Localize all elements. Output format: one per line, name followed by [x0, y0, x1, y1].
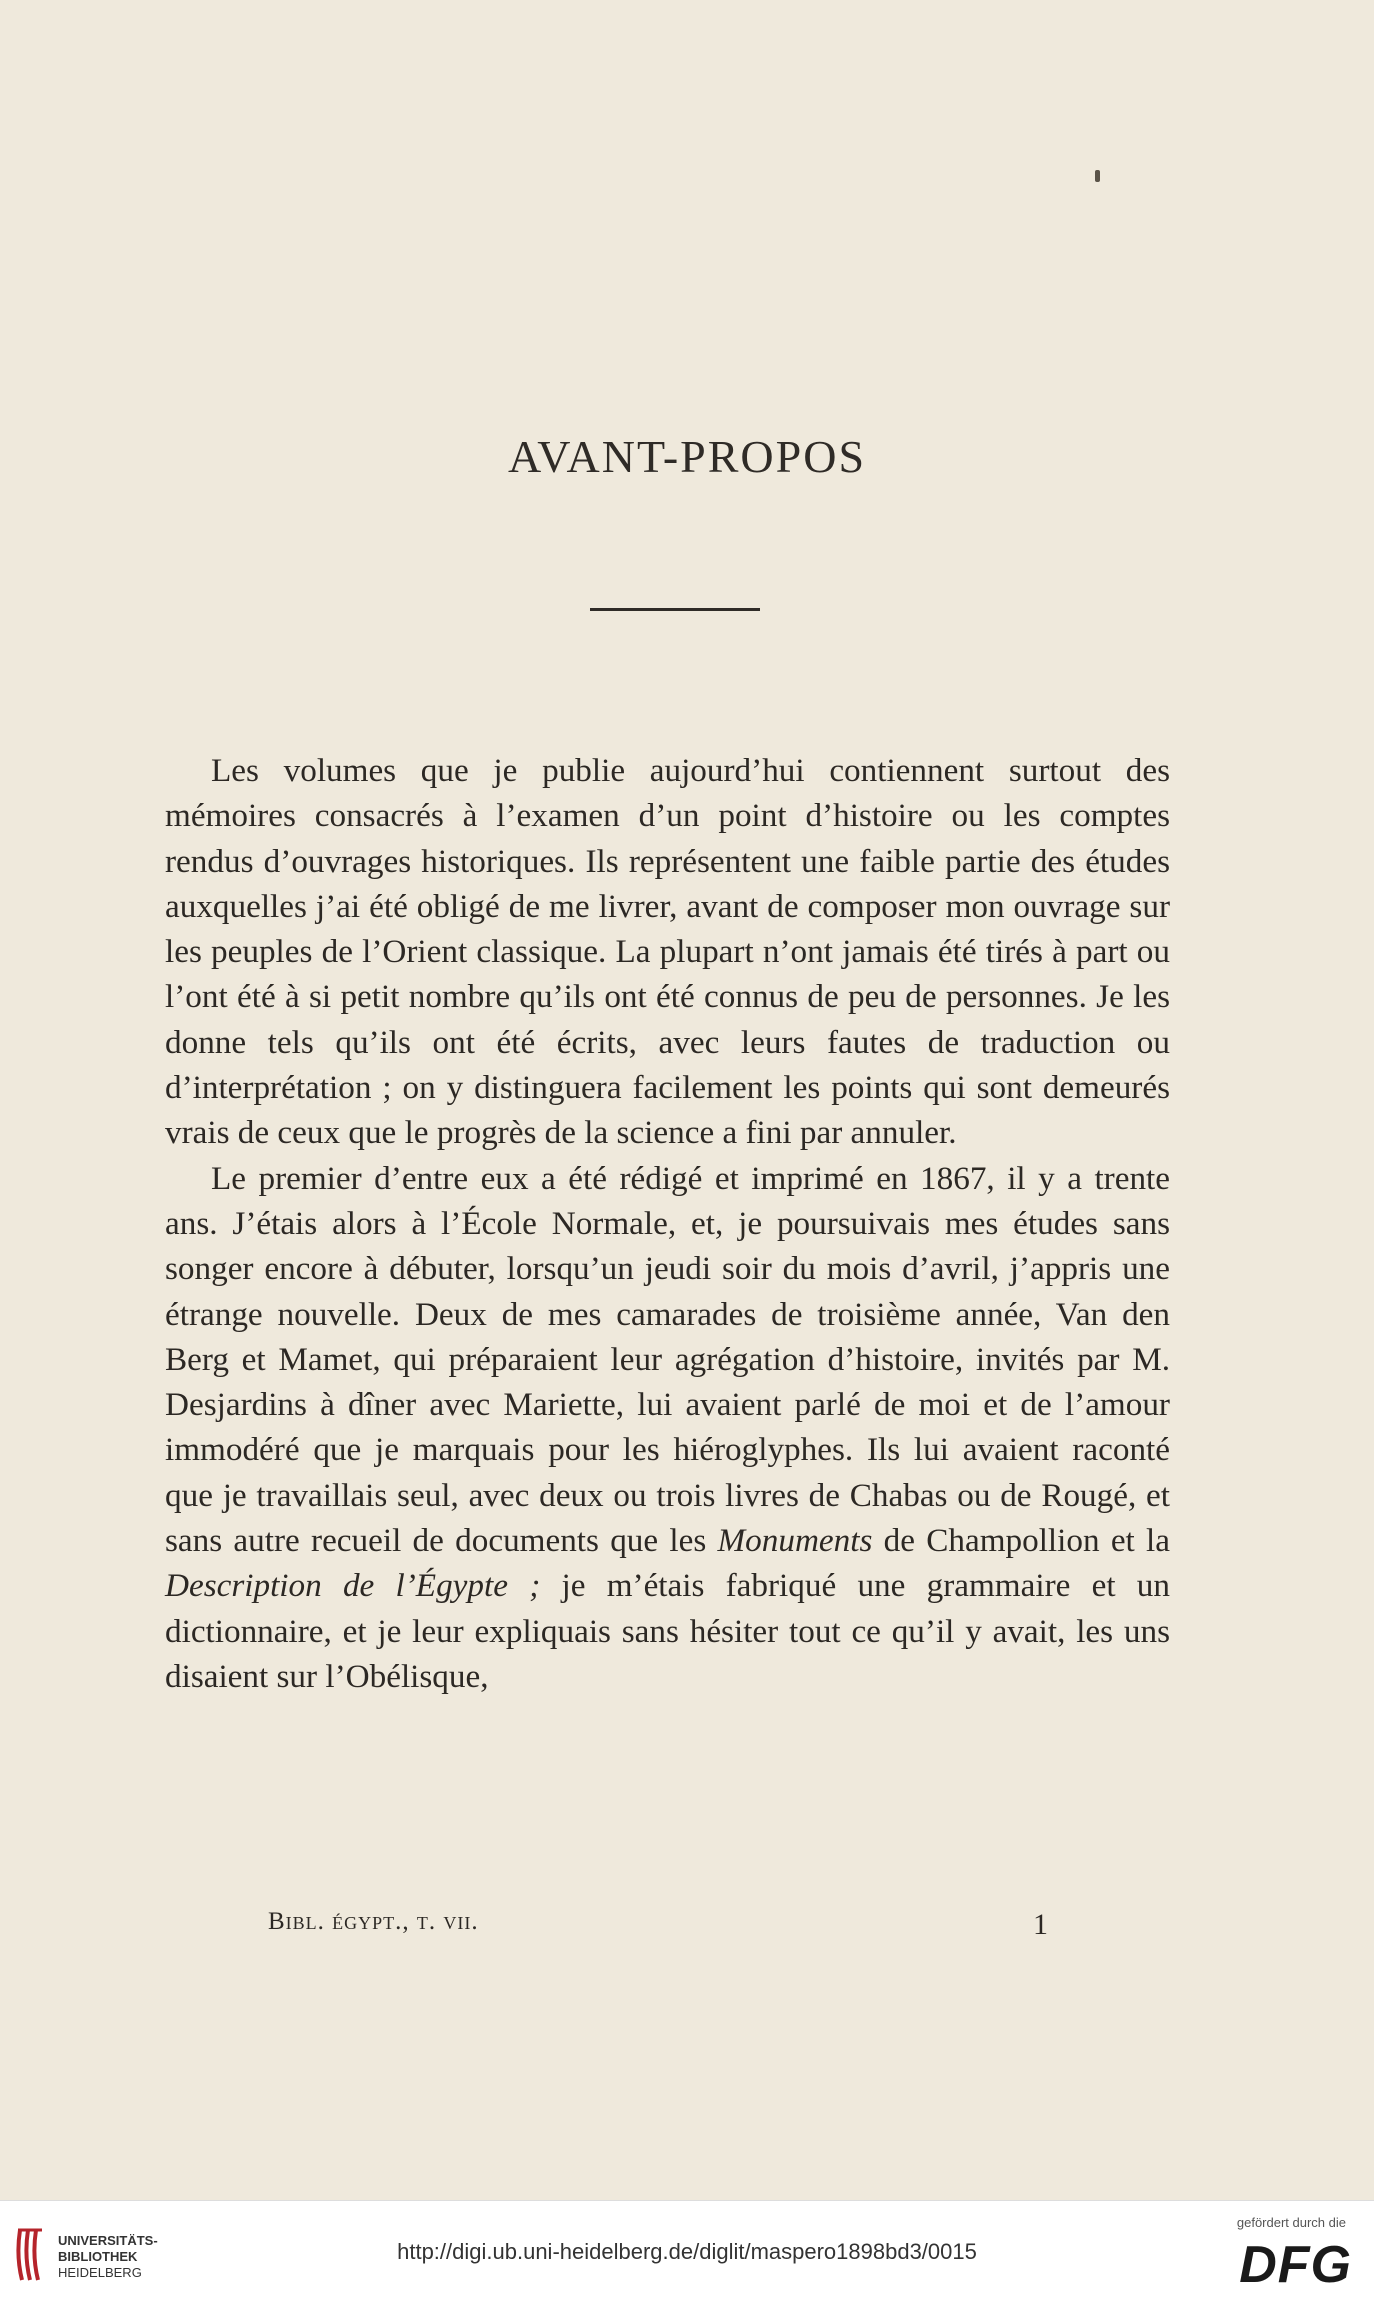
- library-line-1: UNIVERSITÄTS-: [58, 2233, 158, 2248]
- text-run: Le premier d’entre eux a été rédigé et imprimé en 1867, il y a trente ans. J’étais alors à l’École Normale, et, je poursuivais mes études sans songer encore à débuter, lorsqu’un jeudi soir du mois d’avril, j’appris une étrange nouvelle. Deux de mes camarades de troisième année, Van den Berg et Mamet, qui préparaient leur agrégation d’histoire, invités par M. Desjardins à dîner avec Mariette, lui avaient parlé de moi et de l’amour immodéré que je marquais pour les hiéroglyphes. Ils lui avaient raconté que je travaillais seul, avec deux ou trois livres de Chabas ou de Rougé, et sans autre recueil de documents que les: [165, 1159, 1170, 1560]
- text-run: Les volumes que je publie aujourd’hui contiennent surtout des mémoires consacrés à l’examen d’un point d’histoire ou les comptes rendus d’ouvrages historiques. Ils représentent une faible partie des études auxquelles j’ai été obligé de me livrer, avant de composer mon ouvrage sur les peuples de l’Orient classique. La plupart n’ont jamais été tirés à part ou l’ont été à si petit nombre qu’ils ont été connus de peu de personnes. Je les donne tels qu’ils ont été écrits, avec leurs fautes de traduction ou d’interprétation ; on y distinguera facilement les points qui sont demeurés vrais de ceux que le progrès de la science a fini par annuler.: [165, 752, 1170, 1152]
- text-run: je m’étais fabriqué une grammaire et un dictionnaire, et je leur expliquais sans hésiter tout ce qu’il y avait, les uns disaient sur l’Obélisque,: [165, 1567, 1170, 1695]
- title-rule: [590, 608, 760, 611]
- library-line-2: BIBLIOTHEK: [58, 2249, 138, 2264]
- volume-signature: [268, 1908, 479, 1936]
- volume-signature-tome: , t. vii.: [402, 1908, 479, 1935]
- page-number: 1: [1033, 1908, 1048, 1941]
- permalink-url[interactable]: http://digi.ub.uni-heidelberg.de/diglit/maspero1898bd3/0015: [397, 2239, 977, 2264]
- funding-label: gefördert durch die: [1236, 2215, 1346, 2230]
- text-run: de Champollion et la: [872, 1522, 1170, 1560]
- volume-signature-main: Bibl. égypt.: [268, 1908, 403, 1935]
- dfg-logo: DFG: [1239, 2236, 1352, 2294]
- italic-title: Monuments: [717, 1522, 873, 1560]
- body-text: [165, 748, 1170, 1699]
- paragraph: [165, 1156, 1170, 1700]
- ink-speck: [1095, 170, 1100, 182]
- italic-title: Description de l’Égypte ;: [165, 1567, 541, 1605]
- library-line-3: HEIDELBERG: [58, 2265, 142, 2280]
- viewer-footer-bar: [0, 2200, 1374, 2313]
- page-title: AVANT-PROPOS: [507, 431, 867, 482]
- paragraph: [165, 748, 1170, 1156]
